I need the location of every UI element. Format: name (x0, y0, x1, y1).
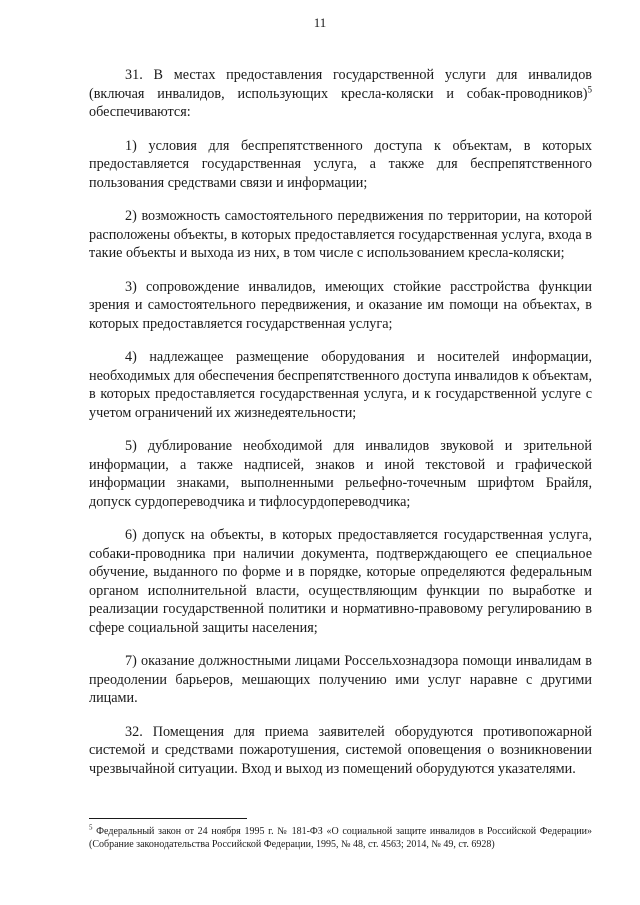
page-number: 11 (313, 15, 327, 30)
list-item-4: 4) надлежащее размещение оборудования и носителей информации, необходимых для обеспечения беспрепятственного доступа инвалидов к объектам, в которых предоставляется государственная услуга, и к государственной услуге с учетом ограничений их жизнедеятельности; (89, 349, 592, 421)
list-item-7: 7) оказание должностными лицами Россельхознадзора помощи инвалидам в преодолении барьеров, мешающих получению ими услуг наравне с другими лицами. (89, 653, 592, 706)
list-item-5: 5) дублирование необходимой для инвалидов звуковой и зрительной информации, а также надписей, знаков и иной текстовой и графической информации знаками, выполненными рельефно-точечным шрифтом Брайля, допуск сурдопереводчика и тифлосурдопереводчика; (89, 438, 592, 510)
list-item-6: 6) допуск на объекты, в которых предоставляется государственная услуга, собаки-проводника при наличии документа, подтверждающего ее специальное обучение, выданного по форме и в порядке, которые определяются федеральным органом исполнительной власти, осуществляющим функции по выработке и реализации государственной политики и нормативно-правовому регулированию в сфере социальной защиты населения; (89, 527, 592, 636)
footnote-reference: 5 (587, 83, 592, 94)
footnote-text: Федеральный закон от 24 ноября 1995 г. № 181-ФЗ «О социальной защите инвалидов в Российской Федерации» (Собрание законодательства Российской Федерации, 1995, № 48, ст. 4563; 2014, № 49, ст. 6928) (89, 826, 592, 850)
list-item-2: 2) возможность самостоятельного передвижения по территории, на которой расположены объекты, в которых предоставляется государственная услуга, входа в такие объекты и выхода из них, в том числе с использованием кресла-коляски; (89, 208, 592, 261)
footnote (89, 825, 592, 851)
paragraph-31-tail: обеспечиваются: (89, 104, 191, 120)
list-item-1: 1) условия для беспрепятственного доступа к объектам, в которых предоставляется государственная услуга, а также для беспрепятственного пользования средствами связи и информации; (89, 137, 592, 191)
paragraph-32: 32. Помещения для приема заявителей оборудуются противопожарной системой и средствами пожаротушения, системой оповещения о возникновении чрезвычайной ситуации. Вход и выход из помещений оборудуются указателями. (89, 723, 592, 777)
paragraph-31-text: 31. В местах предоставления государственной услуги для инвалидов (включая инвалидов, использующих кресла-коляски и собак-проводников) (89, 67, 592, 102)
paragraph-31 (89, 66, 592, 122)
footnote-marker: 5 (89, 823, 93, 832)
document-body (89, 66, 592, 793)
footnote-separator (89, 818, 247, 819)
list-item-3: 3) сопровождение инвалидов, имеющих стойкие расстройства функции зрения и самостоятельного передвижения, и оказание им помощи на объектах, в которых предоставляется государственная услуга; (89, 278, 592, 332)
